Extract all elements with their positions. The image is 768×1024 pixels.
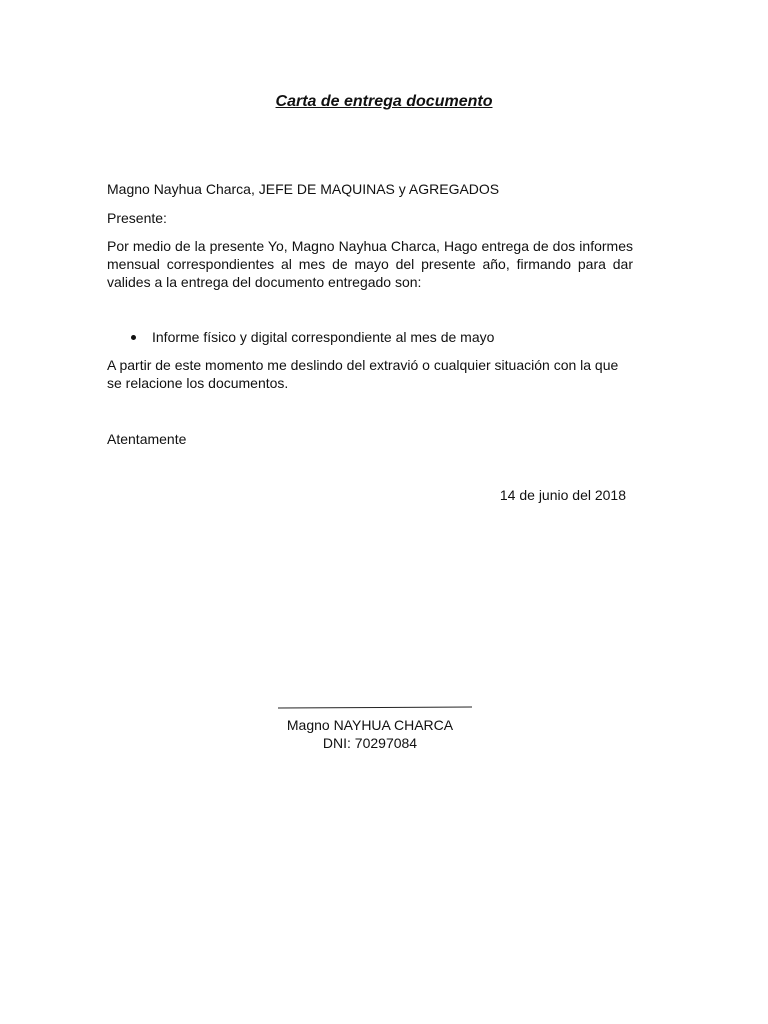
disclaimer-paragraph: A partir de este momento me deslindo del extravió o cualquier situación con la que se relacione los documentos. <box>107 357 619 391</box>
bullet-icon <box>131 335 136 340</box>
signatory-dni: DNI: 70297084 <box>322 735 418 751</box>
greeting-line: Presente: <box>107 210 167 226</box>
body-paragraph: Por medio de la presente Yo, Magno Nayhua Charca, Hago entrega de dos informes mensual correspondientes al mes de mayo del presente año, firmando para dar valides a la entrega del documento entregado son: <box>107 238 633 290</box>
signature-block <box>270 716 470 752</box>
closing-line: Atentamente <box>107 431 187 447</box>
list-item <box>107 328 633 346</box>
signatory-name: Magno NAYHUA CHARCA <box>286 717 454 733</box>
list-item-text: Informe físico y digital correspondiente al mes de mayo <box>152 329 495 345</box>
recipient-line: Magno Nayhua Charca, JEFE DE MAQUINAS y AGREGADOS <box>107 181 500 197</box>
bullet-list <box>107 328 633 346</box>
signature-line <box>278 706 472 708</box>
letter-date: 14 de junio del 2018 <box>499 487 626 503</box>
document-title: Carta de entrega documento <box>275 93 493 110</box>
